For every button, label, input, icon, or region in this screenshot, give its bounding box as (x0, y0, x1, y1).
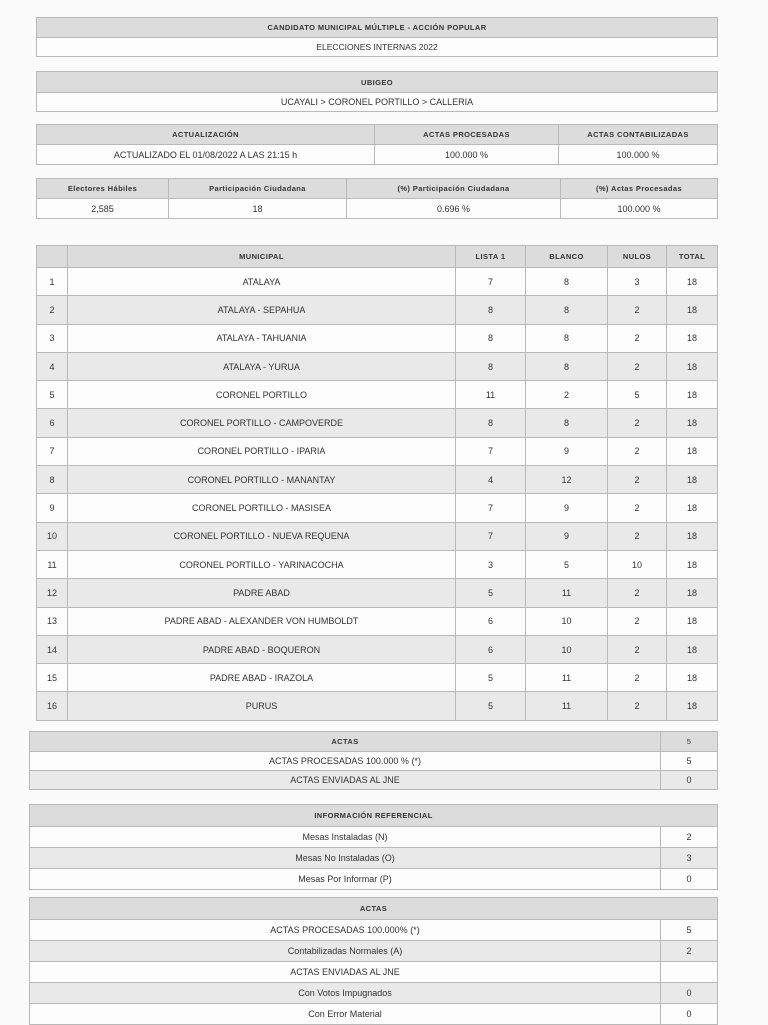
row-municipal: CORONEL PORTILLO - MASISEA (68, 494, 456, 522)
row-total: 18 (667, 579, 718, 607)
table-row (37, 635, 718, 663)
row-lista1: 6 (456, 635, 526, 663)
row-number: 9 (37, 494, 68, 522)
mesas-por-informar-value: 0 (661, 869, 718, 890)
row-total: 18 (667, 466, 718, 494)
row-blanco: 2 (526, 381, 608, 409)
row-number: 3 (37, 324, 68, 352)
row-total: 18 (667, 607, 718, 635)
row-number: 6 (37, 409, 68, 437)
mesas-por-informar-label: Mesas Por Informar (P) (30, 869, 661, 890)
table-row (37, 409, 718, 437)
row-lista1: 7 (456, 494, 526, 522)
actas-procesadas-row-label: ACTAS PROCESADAS 100.000 % (*) (30, 752, 661, 771)
actas-title-value: 5 (661, 732, 718, 752)
row-number: 10 (37, 522, 68, 550)
actas-procesadas-pct-label: (%) Actas Procesadas (561, 179, 718, 199)
votos-impugnados-label: Con Votos Impugnados (30, 983, 661, 1004)
col-nulos-header: NULOS (608, 246, 667, 268)
table-row (37, 494, 718, 522)
table-row (37, 466, 718, 494)
row-number: 12 (37, 579, 68, 607)
status-block (36, 124, 718, 165)
mesas-instaladas-value: 2 (661, 827, 718, 848)
row-lista1: 4 (456, 466, 526, 494)
row-lista1: 3 (456, 550, 526, 578)
row-blanco: 10 (526, 635, 608, 663)
actas-detail-block (29, 897, 718, 1025)
participacion-pct-value: 0.696 % (347, 199, 561, 219)
row-nulos: 2 (608, 522, 667, 550)
row-municipal: PADRE ABAD - ALEXANDER VON HUMBOLDT (68, 607, 456, 635)
row-total: 18 (667, 296, 718, 324)
row-total: 18 (667, 352, 718, 380)
row-lista1: 7 (456, 268, 526, 296)
row-nulos: 2 (608, 437, 667, 465)
row-municipal: PURUS (68, 692, 456, 720)
table-row (37, 664, 718, 692)
table-row (37, 522, 718, 550)
row-blanco: 9 (526, 494, 608, 522)
row-municipal: CORONEL PORTILLO - NUEVA REQUENA (68, 522, 456, 550)
row-number: 1 (37, 268, 68, 296)
row-nulos: 2 (608, 635, 667, 663)
actas-detail-title: ACTAS (30, 898, 718, 920)
row-total: 18 (667, 635, 718, 663)
row-number: 4 (37, 352, 68, 380)
row-blanco: 8 (526, 352, 608, 380)
actas-procesadas-row-value: 5 (661, 752, 718, 771)
row-municipal: PADRE ABAD (68, 579, 456, 607)
row-municipal: ATALAYA (68, 268, 456, 296)
votos-impugnados-value: 0 (661, 983, 718, 1004)
table-row (37, 437, 718, 465)
row-lista1: 5 (456, 664, 526, 692)
row-municipal: ATALAYA - SEPAHUA (68, 296, 456, 324)
header-block (36, 17, 718, 57)
document-subtitle: ELECCIONES INTERNAS 2022 (37, 38, 718, 57)
table-row (37, 579, 718, 607)
contabilizadas-normales-label: Contabilizadas Normales (A) (30, 941, 661, 962)
row-lista1: 7 (456, 437, 526, 465)
row-total: 18 (667, 664, 718, 692)
row-total: 18 (667, 409, 718, 437)
row-blanco: 8 (526, 324, 608, 352)
mesas-no-instaladas-value: 3 (661, 848, 718, 869)
row-nulos: 3 (608, 268, 667, 296)
actas-enviadas-row-value: 0 (661, 771, 718, 790)
actas-detail-procesadas-label: ACTAS PROCESADAS 100.000% (*) (30, 920, 661, 941)
row-nulos: 2 (608, 607, 667, 635)
row-nulos: 10 (608, 550, 667, 578)
participacion-pct-label: (%) Participación Ciudadana (347, 179, 561, 199)
row-lista1: 8 (456, 324, 526, 352)
row-lista1: 5 (456, 692, 526, 720)
actas-block (29, 731, 718, 790)
row-municipal: PADRE ABAD - IRAZOLA (68, 664, 456, 692)
actas-enviadas-row-label: ACTAS ENVIADAS AL JNE (30, 771, 661, 790)
row-municipal: ATALAYA - YURUA (68, 352, 456, 380)
row-municipal: CORONEL PORTILLO (68, 381, 456, 409)
col-lista1-header: LISTA 1 (456, 246, 526, 268)
row-blanco: 9 (526, 522, 608, 550)
row-lista1: 6 (456, 607, 526, 635)
col-total-header: TOTAL (667, 246, 718, 268)
row-lista1: 8 (456, 296, 526, 324)
col-municipal-header: MUNICIPAL (68, 246, 456, 268)
row-number: 16 (37, 692, 68, 720)
row-blanco: 9 (526, 437, 608, 465)
row-municipal: CORONEL PORTILLO - CAMPOVERDE (68, 409, 456, 437)
row-blanco: 11 (526, 692, 608, 720)
row-total: 18 (667, 494, 718, 522)
table-row (37, 324, 718, 352)
table-row (37, 550, 718, 578)
row-nulos: 2 (608, 324, 667, 352)
actas-contabilizadas-label: ACTAS CONTABILIZADAS (559, 125, 718, 145)
row-blanco: 8 (526, 409, 608, 437)
actas-detail-enviadas-label: ACTAS ENVIADAS AL JNE (30, 962, 661, 983)
row-blanco: 11 (526, 664, 608, 692)
ubigeo-value: UCAYALI > CORONEL PORTILLO > CALLERIA (37, 93, 718, 112)
document-title: CANDIDATO MUNICIPAL MÚLTIPLE - ACCIÓN POPULAR (37, 18, 718, 38)
row-blanco: 12 (526, 466, 608, 494)
row-number: 11 (37, 550, 68, 578)
table-row (37, 607, 718, 635)
row-number: 2 (37, 296, 68, 324)
actas-title: ACTAS (30, 732, 661, 752)
row-nulos: 2 (608, 579, 667, 607)
col-blanco-header: BLANCO (526, 246, 608, 268)
mesas-instaladas-label: Mesas Instaladas (N) (30, 827, 661, 848)
row-total: 18 (667, 268, 718, 296)
update-label: ACTUALIZACIÓN (37, 125, 375, 145)
row-blanco: 11 (526, 579, 608, 607)
row-total: 18 (667, 550, 718, 578)
row-nulos: 2 (608, 296, 667, 324)
ubigeo-block (36, 71, 718, 112)
row-nulos: 2 (608, 664, 667, 692)
col-num-header (37, 246, 68, 268)
row-municipal: CORONEL PORTILLO - IPARIA (68, 437, 456, 465)
actas-contabilizadas-value: 100.000 % (559, 145, 718, 165)
row-total: 18 (667, 324, 718, 352)
row-lista1: 8 (456, 352, 526, 380)
info-title: INFORMACIÓN REFERENCIAL (30, 805, 718, 827)
update-value: ACTUALIZADO EL 01/08/2022 A LAS 21:15 h (37, 145, 375, 165)
row-number: 15 (37, 664, 68, 692)
row-blanco: 8 (526, 268, 608, 296)
actas-detail-enviadas-value (661, 962, 718, 983)
row-nulos: 2 (608, 409, 667, 437)
row-municipal: CORONEL PORTILLO - MANANTAY (68, 466, 456, 494)
row-total: 18 (667, 381, 718, 409)
actas-detail-procesadas-value: 5 (661, 920, 718, 941)
results-table (36, 245, 718, 721)
table-row (37, 268, 718, 296)
actas-procesadas-value: 100.000 % (375, 145, 559, 165)
table-row (37, 381, 718, 409)
row-total: 18 (667, 522, 718, 550)
table-row (37, 692, 718, 720)
row-number: 13 (37, 607, 68, 635)
participacion-value: 18 (169, 199, 347, 219)
table-row (37, 352, 718, 380)
row-nulos: 2 (608, 466, 667, 494)
participacion-label: Participación Ciudadana (169, 179, 347, 199)
info-block (29, 804, 718, 890)
row-nulos: 2 (608, 494, 667, 522)
ubigeo-label: UBIGEO (37, 72, 718, 93)
mesas-no-instaladas-label: Mesas No Instaladas (O) (30, 848, 661, 869)
row-lista1: 5 (456, 579, 526, 607)
row-lista1: 8 (456, 409, 526, 437)
row-blanco: 10 (526, 607, 608, 635)
row-blanco: 8 (526, 296, 608, 324)
row-nulos: 2 (608, 352, 667, 380)
row-municipal: ATALAYA - TAHUANIA (68, 324, 456, 352)
error-material-value: 0 (661, 1004, 718, 1025)
row-number: 7 (37, 437, 68, 465)
row-number: 8 (37, 466, 68, 494)
row-total: 18 (667, 692, 718, 720)
row-municipal: PADRE ABAD - BOQUERON (68, 635, 456, 663)
row-blanco: 5 (526, 550, 608, 578)
actas-procesadas-label: ACTAS PROCESADAS (375, 125, 559, 145)
row-lista1: 11 (456, 381, 526, 409)
row-municipal: CORONEL PORTILLO - YARINACOCHA (68, 550, 456, 578)
table-row (37, 296, 718, 324)
row-number: 14 (37, 635, 68, 663)
electores-habiles-label: Electores Hábiles (37, 179, 169, 199)
error-material-label: Con Error Material (30, 1004, 661, 1025)
row-nulos: 5 (608, 381, 667, 409)
row-total: 18 (667, 437, 718, 465)
row-number: 5 (37, 381, 68, 409)
actas-procesadas-pct-value: 100.000 % (561, 199, 718, 219)
participation-block (36, 178, 718, 219)
row-nulos: 2 (608, 692, 667, 720)
electores-habiles-value: 2,585 (37, 199, 169, 219)
row-lista1: 7 (456, 522, 526, 550)
contabilizadas-normales-value: 2 (661, 941, 718, 962)
